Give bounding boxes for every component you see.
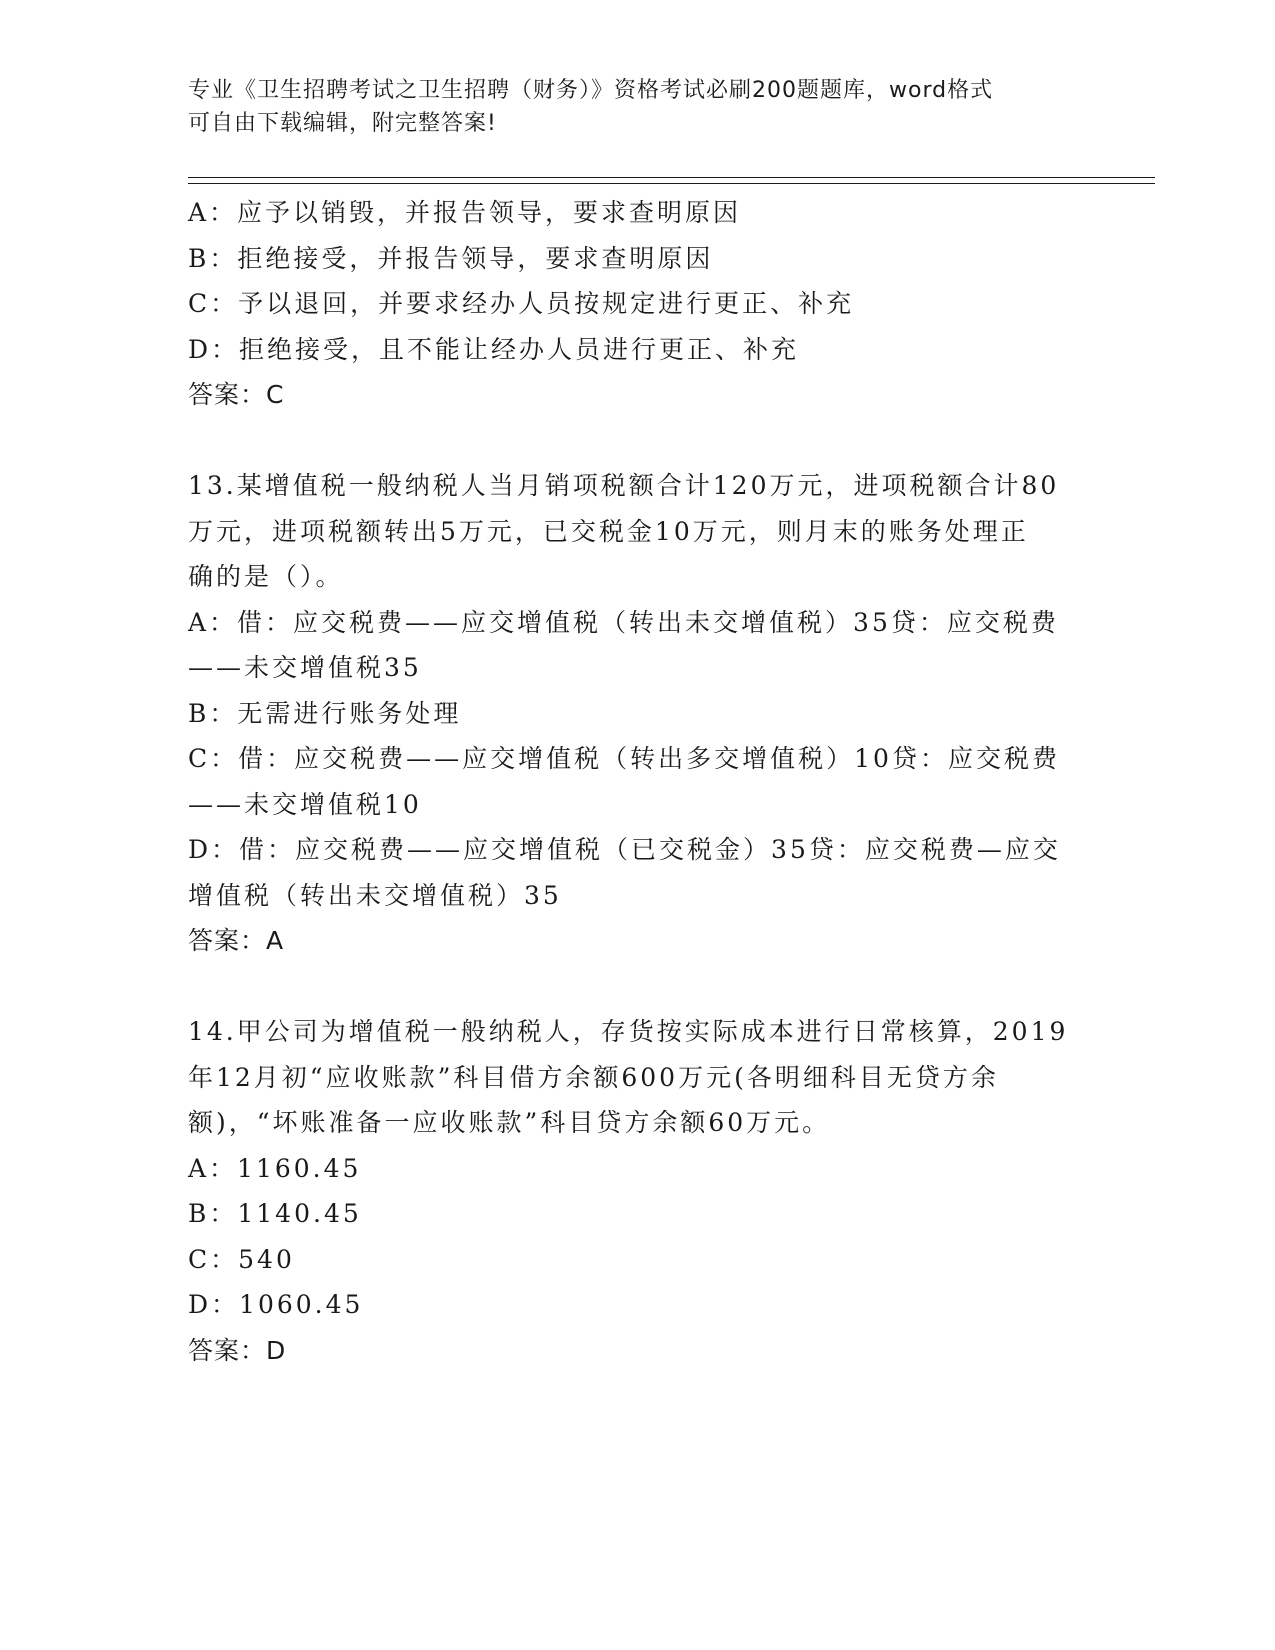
q13-stem-line-2: 万元，进项税额转出5万元，已交税金10万元，则月末的账务处理正 <box>188 516 1029 546</box>
document-body <box>188 190 1088 1373</box>
q12-option-d: D：拒绝接受，且不能让经办人员进行更正、补充 <box>188 334 800 364</box>
q13-option-c-cont: ——未交增值税10 <box>188 789 422 819</box>
q12-option-b: B：拒绝接受，并报告领导，要求查明原因 <box>188 243 714 273</box>
q12-answer: 答案：C <box>188 380 285 409</box>
header-divider-top <box>188 177 1155 178</box>
q12-option-c: C：予以退回，并要求经办人员按规定进行更正、补充 <box>188 289 855 318</box>
q14-option-b: B：1140.45 <box>188 1199 362 1228</box>
q13-option-a-cont: ——未交增值税35 <box>188 653 422 682</box>
q13-option-b: B：无需进行账务处理 <box>188 698 462 728</box>
header-title-line-1: 专业《卫生招聘考试之卫生招聘（财务）》资格考试必刷200题题库，word格式 <box>188 78 994 103</box>
q14-option-c: C：540 <box>188 1244 295 1274</box>
q14-option-a: A：1160.45 <box>188 1153 362 1183</box>
q13-answer: 答案：A <box>188 926 285 955</box>
spacer <box>188 964 1088 1010</box>
q13-stem-line-3: 确的是（）。 <box>188 562 344 591</box>
q14-answer: 答案：D <box>188 1335 287 1365</box>
question-12 <box>188 190 1088 418</box>
q13-option-a: A：借：应交税费——应交增值税（转出未交增值税）35贷：应交税费 <box>188 607 1059 637</box>
q14-stem-line-2: 年12月初“应收账款”科目借方余额600万元(各明细科目无贷方余 <box>188 1062 999 1092</box>
q13-option-d: D：借：应交税费——应交增值税（已交税金）35贷：应交税费—应交 <box>188 835 1061 864</box>
q14-option-d: D：1060.45 <box>188 1290 364 1319</box>
q12-option-a: A：应予以销毁，并报告领导，要求查明原因 <box>188 198 742 227</box>
header-title-line-2: 可自由下载编辑，附完整答案! <box>188 111 497 136</box>
q13-stem-line-1: 13.某增值税一般纳税人当月销项税额合计120万元，进项税额合计80 <box>188 471 1060 500</box>
question-13 <box>188 463 1088 964</box>
question-14 <box>188 1009 1088 1373</box>
spacer <box>188 418 1088 464</box>
header-divider-bottom <box>188 183 1155 184</box>
document-header <box>188 74 1088 140</box>
q14-stem-line-3: 额)，“坏账准备一应收账款”科目贷方余额60万元。 <box>188 1108 831 1137</box>
q13-option-c: C：借：应交税费——应交增值税（转出多交增值税）10贷：应交税费 <box>188 744 1060 773</box>
q14-stem-line-1: 14.甲公司为增值税一般纳税人，存货按实际成本进行日常核算，2019 <box>188 1017 1069 1046</box>
q13-option-d-cont: 增值税（转出未交增值税）35 <box>188 880 562 910</box>
